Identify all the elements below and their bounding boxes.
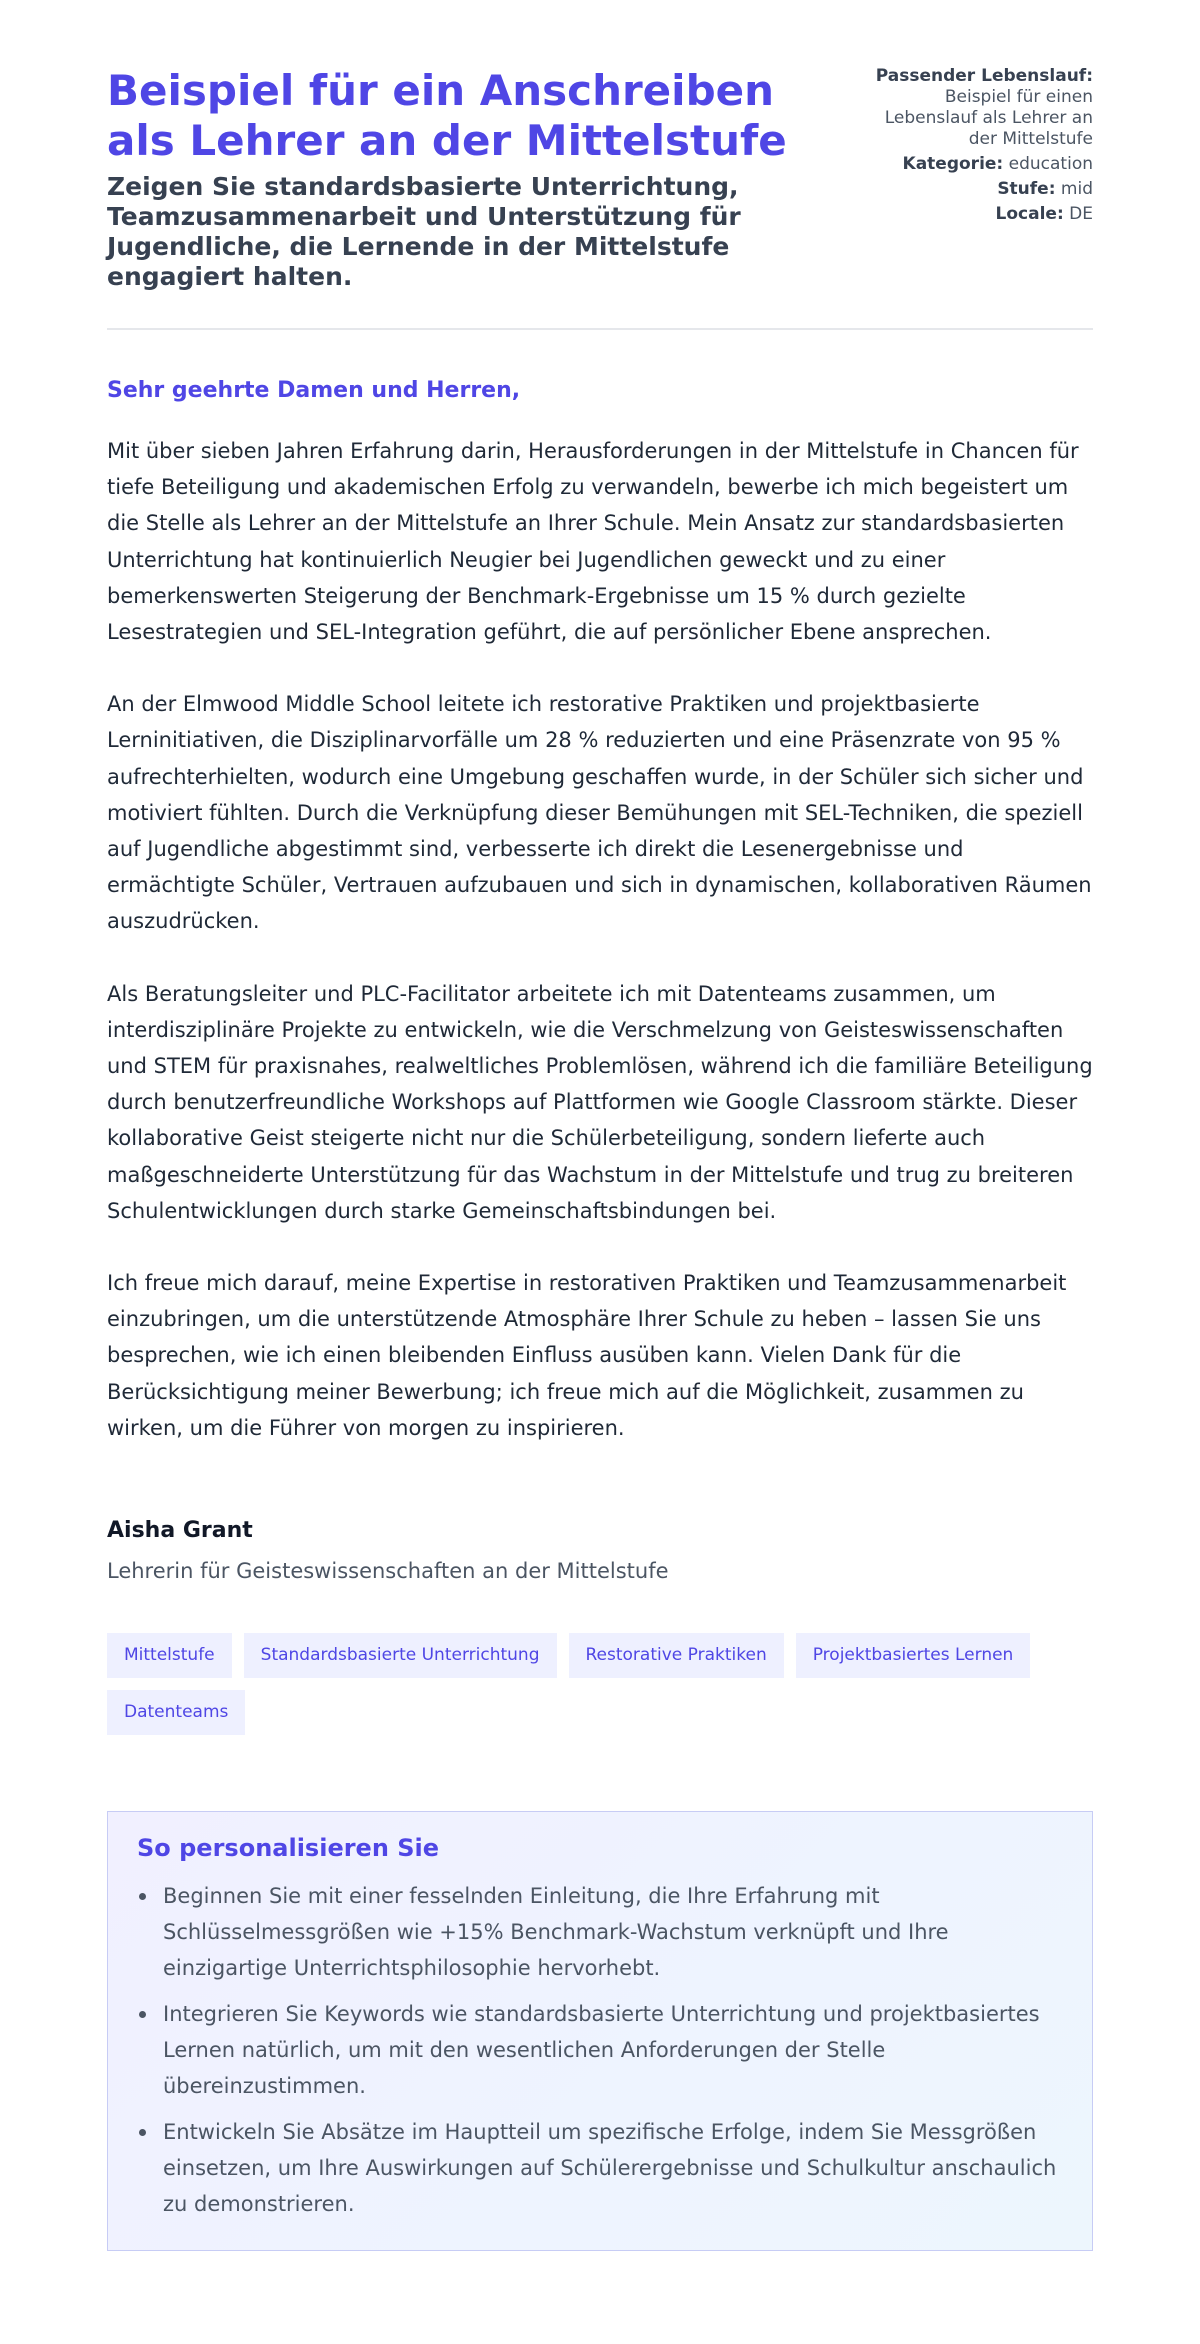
meta-resume-label: Passender Lebenslauf: [875,66,1093,86]
tips-item [137,2114,1063,2222]
meta-category-label: Kategorie: [902,154,1004,174]
letter-paragraph: Als Beratungsleiter und PLC-Facilitator arbeitete ich mit Datenteams zusammen, um interdisziplinäre Projekte zu entwickeln, wie die Verschmelzung von Geisteswissenschaften und STEM für praxisnahes, realweltliches Problemlösen, während ich die familiäre Beteiligung durch benutzerfreundliche Workshops auf Plattformen wie Google Classroom stärkte. Dieser kollaborative Geist steigerte nicht nur die Schülerbeteiligung, sondern lieferte auch maßgeschneiderte Unterstützung für das Wachstum in der Mittelstufe und trug zu breiteren Schulentwicklungen durch starke Gemeinschaftsbindungen bei. [107,981,1093,1223]
page-header [107,66,1093,330]
page-subtitle: Zeigen Sie standardsbasierte Unterrichtung, Teamzusammenarbeit und Unterstützung für Jugendliche, die Lernende in der Mittelstufe engagiert halten. [107,172,741,291]
meta-locale-label: Locale: [995,204,1064,224]
meta-level-label: Stufe: [997,179,1056,199]
letter-paragraph: Mit über sieben Jahren Erfahrung darin, Herausforderungen in der Mittelstufe in Chancen für tiefe Beteiligung und akademischen Erfolg zu verwandeln, bewerbe ich mich begeistert um die Stelle als Lehrer an der Mittelstufe an Ihrer Schule. Mein Ansatz zur standardsbasierten Unterrichtung hat kontinuierlich Neugier bei Jugendlichen geweckt und zu einer bemerkenswerten Steigerung der Benchmark-Ergebnisse um 15 % durch gezielte Lesestrategien und SEL-Integration geführt, die auf persönlicher Ebene ansprechen. [107,439,1079,645]
letter-salutation: Sehr geehrte Damen und Herren, [107,378,521,403]
keyword-tag[interactable]: Restorative Praktiken [569,1633,784,1678]
letter-paragraph: An der Elmwood Middle School leitete ich restorative Praktiken und projektbasierte Lerninitiativen, die Disziplinarvorfälle um 28 % reduzierten und eine Präsenzrate von 95 % aufrechterhielten, wodurch eine Umgebung geschaffen wurde, in der Schüler sich sicher und motiviert fühlten. Durch die Verknüpfung dieser Bemühungen mit SEL-Techniken, die speziell auf Jugendliche abgestimmt sind, verbesserte ich direkt die Lesenergebnisse und ermächtigte Schüler, Vertrauen aufzubauen und sich in dynamischen, kollaborativen Räumen auszudrücken. [107,692,1092,934]
meta-resume-value[interactable]: Beispiel für einen Lebenslauf als Lehrer an der Mittelstufe [884,87,1093,149]
meta-panel [863,66,1093,229]
tips-item-text: Entwickeln Sie Absätze im Hauptteil um spezifische Erfolge, indem Sie Messgrößen einsetzen, um Ihre Auswirkungen auf Schülerergebnisse und Schulkultur anschaulich zu demonstrieren. [163,2120,1057,2217]
meta-category-value: education [1008,154,1093,174]
keyword-tags [107,1633,1093,1735]
meta-locale [863,204,1093,225]
meta-level [863,179,1093,200]
meta-category [863,154,1093,175]
bullet-icon [139,2011,146,2018]
page-title: Beispiel für ein Anschreiben als Lehrer an der Mittelstufe [107,66,787,165]
signature-role: Lehrerin für Geisteswissenschaften an der Mittelstufe [107,1559,669,1584]
meta-locale-value: DE [1069,204,1093,224]
bullet-icon [139,2129,146,2136]
keyword-tag[interactable]: Datenteams [107,1690,245,1735]
tips-title: So personalisieren Sie [137,1834,440,1863]
signature-name: Aisha Grant [107,1518,253,1544]
keyword-tag[interactable]: Standardsbasierte Unterrichtung [244,1633,557,1678]
keyword-tag[interactable]: Projektbasiertes Lernen [796,1633,1031,1678]
tips-item-text: Integrieren Sie Keywords wie standardsbasierte Unterrichtung und projektbasiertes Lernen natürlich, um mit den wesentlichen Anforderungen der Stelle übereinzustimmen. [163,2002,1040,2099]
letter-body [107,378,1093,1583]
keyword-tag[interactable]: Mittelstufe [107,1633,232,1678]
tips-item-text: Beginnen Sie mit einer fesselnden Einleitung, die Ihre Erfahrung mit Schlüsselmessgrößen wie +15% Benchmark-Wachstum verknüpft und Ihre einzigartige Unterrichtsphilosophie hervorhebt. [163,1884,949,1981]
letter-paragraph: Ich freue mich darauf, meine Expertise in restorativen Praktiken und Teamzusammenarbeit einzubringen, um die unterstützende Atmosphäre Ihrer Schule zu heben – lassen Sie uns besprechen, wie ich einen bleibenden Einfluss ausüben kann. Vielen Dank für die Berücksichtigung meiner Bewerbung; ich freue mich auf die Möglichkeit, zusammen zu wirken, um die Führer von morgen zu inspirieren. [107,1271,1067,1440]
meta-level-value: mid [1060,179,1093,199]
tips-item [137,1996,1063,2104]
header-titles [107,66,837,292]
tips-item [137,1878,1063,1986]
tips-list [137,1878,1063,2222]
personalization-tips [107,1811,1093,2251]
meta-resume [863,66,1093,150]
bullet-icon [139,1893,146,1900]
